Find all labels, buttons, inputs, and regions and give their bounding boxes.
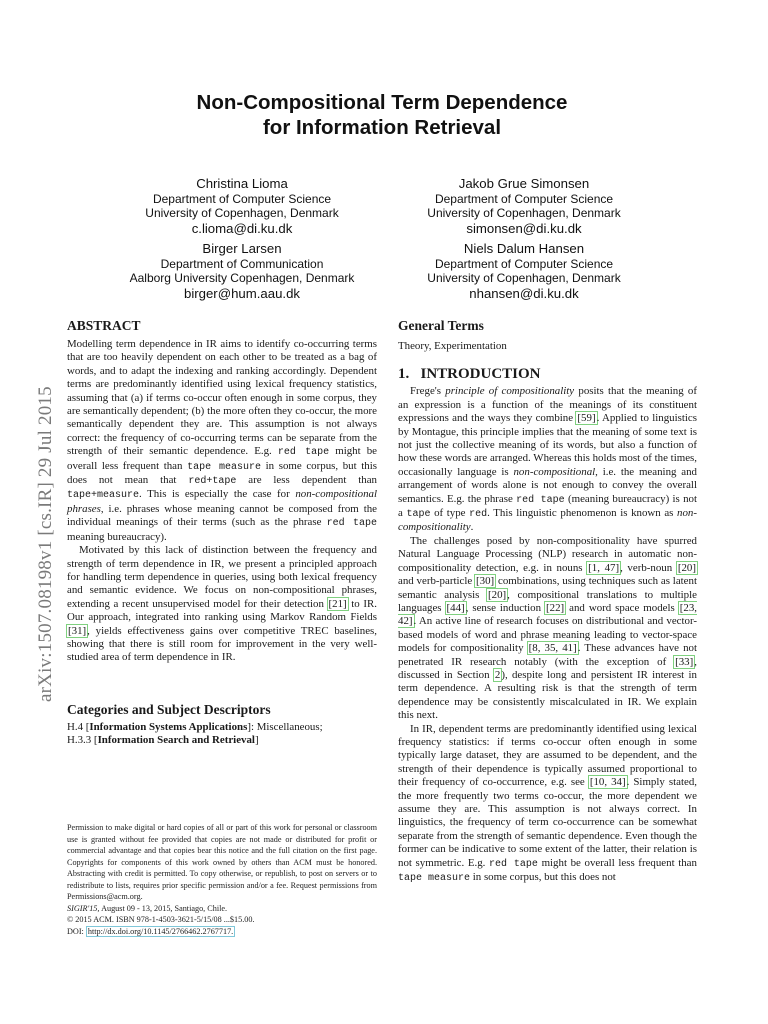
author-dept: Department of Computer Science xyxy=(152,192,332,206)
text: might be overall less frequent than xyxy=(67,445,377,472)
code-term: red tape xyxy=(489,858,538,870)
copyright-line: © 2015 ACM. ISBN 978-1-4503-3621-5/15/08 ...$15.00. xyxy=(67,915,255,924)
text: , verb-noun xyxy=(620,561,673,574)
text: , compositional translations to multiple languages xyxy=(398,588,697,614)
text: Modelling term dependence in IR aims to identify co-occurring terms that are too heavily dependent on each other to be treated as a bag of words, and to adapt the indexing and ranking accordingly. Dependent terms are predominantly identified using lexical frequency statistics, assuming that (a) if terms co-occur often enough in some corpus, they are semantically dependent; (b) the more often they co-occur, the more semantically dependent they are. This assumption is not always correct: the frequency of co-occurring terms can be separate from the strength of their semantic dependence. E.g. xyxy=(67,338,377,458)
text: ] xyxy=(254,734,259,747)
citation-link[interactable]: [20] xyxy=(677,561,696,574)
text: . These advances have not penetrated IR research notably (with the exception of xyxy=(398,642,698,668)
text: Motivated by this lack of distinction between the frequency and strength of term dependence in IR, we present a principled approach for handling term dependence in queries, using both lexical frequency and semantic evidence. We focus on non-compositional phrases, extending a recent unsupervised model for their detection xyxy=(67,544,377,610)
general-terms-heading: General Terms xyxy=(398,318,484,333)
text: H.3.3 [ xyxy=(67,734,98,747)
author-email[interactable]: birger@hum.aau.dk xyxy=(183,286,300,301)
categories-line-2 xyxy=(67,734,377,747)
code-term: red tape xyxy=(326,518,377,530)
author-inst: University of Copenhagen, Denmark xyxy=(427,206,621,220)
text: combinations, using techniques such as latent semantic analysis xyxy=(398,575,697,601)
category-name: Information Search and Retrieval xyxy=(97,734,255,747)
text: In IR, dependent terms are predominantly identified using lexical frequency statistics: if terms co-occur often enough in some typically large dataset, they are assumed to be dependent, and the strength of their dependence is typically assumed proportional to their frequency of co-occurrence, e.g. see xyxy=(398,722,697,789)
text: . xyxy=(470,521,474,534)
author-dept: Department of Computer Science xyxy=(434,257,614,271)
citation-link[interactable]: [30] xyxy=(476,575,495,588)
venue: SIGIR'15, xyxy=(67,903,100,913)
text: The challenges posed by non-compositionality have spurred Natural Language Processing (NLP) research in automatic non-compositionality detection, e.g. in nouns xyxy=(398,534,697,574)
text: ]: Miscellaneous; xyxy=(247,720,323,733)
arxiv-stamp-text: arXiv:1507.08198v1 [cs.IR] 29 Jul 2015 xyxy=(35,386,56,702)
text: are less dependent than xyxy=(248,474,377,487)
code-term: tape xyxy=(406,509,431,521)
intro-paragraph-1 xyxy=(398,385,697,534)
text: . This is especially the case for xyxy=(139,488,290,501)
right-column xyxy=(398,317,697,885)
code-term: tape measure xyxy=(187,461,262,473)
code-term: red xyxy=(469,509,488,521)
categories-heading: Categories and Subject Descriptors xyxy=(67,701,271,717)
permission-text: Permission to make digital or hard copies of all or part of this work for personal or classroom use is granted without fee provided that copies are not made or distributed for profit or commercial advantage and that copies bear this notice and the full citation on the first page. Copyrights for components of this work owned by others than ACM must be honored. Abstracting with credit is permitted. To copy otherwise, or republish, to post on servers or to redistribute to lists, requires prior specific permission and/or a fee. Request permissions from Permissions@acm.org. xyxy=(67,823,377,901)
text: (meaning bureaucracy) is not a xyxy=(398,492,697,520)
author-email[interactable]: nhansen@di.ku.dk xyxy=(469,286,579,301)
emphasis: non-compositionality xyxy=(398,507,697,534)
citation-link[interactable]: [22] xyxy=(546,601,565,614)
text: August 09 - 13, 2015, Santiago, Chile. xyxy=(101,903,228,913)
author-dept: Department of Communication xyxy=(160,257,324,271)
paper-title xyxy=(68,90,696,140)
introduction-heading: 1. INTRODUCTION xyxy=(398,366,541,383)
text: , yields effectiveness gains over competitive TREC baselines, showing that there is still room for improvement in the very well-studied area of term dependence in IR. xyxy=(67,624,377,664)
text: of type xyxy=(434,507,466,520)
code-term: tape measure xyxy=(398,873,471,885)
citation-link[interactable]: [59] xyxy=(577,412,596,425)
code-term: red+tape xyxy=(188,476,237,488)
text: to IR. Our approach, integrated into ranking using Markov Random Fields xyxy=(67,597,377,624)
permission-block xyxy=(67,822,377,937)
citation-link[interactable]: [1, 47] xyxy=(588,561,620,574)
author-name: Christina Lioma xyxy=(196,176,288,191)
abstract-paragraph-1 xyxy=(67,338,377,544)
text: . Applied to linguistics by Montague, this principle implies that the meaning of some text is not just the collective meaning of its words, but also a function of how these words are arranged. Whereas this holds most of the times, occasionally language is xyxy=(398,412,697,478)
venue-line xyxy=(67,903,377,915)
text: , i.e. the meaning and arrangement of words alone is not enough to convey the overall semantics. E.g. the phrase xyxy=(398,465,698,505)
emphasis: non-compositional phrases xyxy=(67,488,377,515)
text: , i.e. phrases whose meaning cannot be composed from the individual meanings of their terms (such as the phrase xyxy=(67,502,377,529)
author-name: Birger Larsen xyxy=(202,241,282,256)
text: meaning bureaucracy). xyxy=(67,530,167,543)
citation-link[interactable]: [23, 42] xyxy=(398,601,697,628)
category-name: Information Systems Applications xyxy=(89,720,248,733)
author-inst: University of Copenhagen, Denmark xyxy=(145,206,339,220)
text: . An active line of research focuses on distributional and vector-based models of word and phrase meaning leading to vector-space models for compositionality xyxy=(398,615,697,655)
code-term: red tape xyxy=(516,494,565,506)
doi-link[interactable]: http://dx.doi.org/10.1145/2766462.2767717. xyxy=(87,926,234,936)
text: . Simply stated, the more frequently two terms co-occur, the more dependent we assume they are. This assumption is not always correct. In linguistics, the frequency of term co-occurrence can be somewhat separate from the strength of semantic dependence. Even though the former can be indicative to some extent of the latter, their relation is not symmetric. E.g. xyxy=(398,776,697,869)
author-inst: University of Copenhagen, Denmark xyxy=(427,271,621,285)
text: in some corpus, but this does not mean that xyxy=(67,459,377,487)
doi-line xyxy=(67,926,377,938)
citation-link[interactable]: [31] xyxy=(68,624,87,637)
general-terms-text: Theory, Experimentation xyxy=(398,340,507,352)
intro-paragraph-2 xyxy=(398,535,697,723)
categories-line-1 xyxy=(67,721,377,734)
emphasis: non-compositional xyxy=(513,465,596,478)
code-term: tape+measure xyxy=(67,490,140,502)
text: might be overall less frequent than xyxy=(541,856,697,869)
intro-paragraph-3 xyxy=(398,723,697,886)
author-email[interactable]: simonsen@di.ku.dk xyxy=(466,221,582,236)
citation-link[interactable]: [10, 34] xyxy=(589,776,626,789)
author-inst: Aalborg University Copenhagen, Denmark xyxy=(129,271,355,285)
arxiv-stamp xyxy=(24,262,56,702)
author-dept: Department of Computer Science xyxy=(434,192,614,206)
text: and verb-particle xyxy=(398,575,473,588)
section-link[interactable]: 2 xyxy=(494,668,501,681)
author-name: Jakob Grue Simonsen xyxy=(458,176,590,191)
text: Frege's xyxy=(410,385,441,398)
text: , sense induction xyxy=(465,601,542,614)
title-line-1: Non-Compositional Term Dependence xyxy=(196,91,568,114)
text: H.4 [ xyxy=(67,720,90,733)
author-name: Niels Dalum Hansen xyxy=(463,241,585,256)
text: , discussed in Section xyxy=(398,655,697,681)
text: in some corpus, but this does not xyxy=(472,871,616,884)
text: . This linguistic phenomenon is known as xyxy=(487,507,674,520)
emphasis: principle of compositionality xyxy=(445,385,575,398)
citation-link[interactable]: [20] xyxy=(488,588,507,601)
author-block-2 xyxy=(374,176,674,237)
author-block-1 xyxy=(92,176,392,237)
citation-link[interactable]: [21] xyxy=(328,597,347,610)
author-email[interactable]: c.lioma@di.ku.dk xyxy=(191,221,293,236)
text: posits that the meaning of an expression is a function of the meanings of its constituent expressions and the ways they combine xyxy=(398,385,697,425)
text: DOI: xyxy=(67,926,84,936)
code-term: red tape xyxy=(277,447,330,459)
left-column xyxy=(67,317,377,748)
citation-link[interactable]: [8, 35, 41] xyxy=(528,642,577,655)
citation-link[interactable]: [33] xyxy=(675,655,694,668)
author-block-3 xyxy=(92,241,392,302)
abstract-paragraph-2 xyxy=(67,544,377,665)
text: ), despite long and persistent IR interest in term dependence. A resulting risk is that the strength of term dependence may be consistently miscalculated in IR. We explain this next. xyxy=(398,668,697,722)
text: and word space models xyxy=(569,601,675,614)
citation-link[interactable]: [44] xyxy=(446,601,465,614)
abstract-heading: ABSTRACT xyxy=(67,318,141,333)
author-block-4 xyxy=(374,241,674,302)
title-line-2: for Information Retrieval xyxy=(262,116,502,139)
